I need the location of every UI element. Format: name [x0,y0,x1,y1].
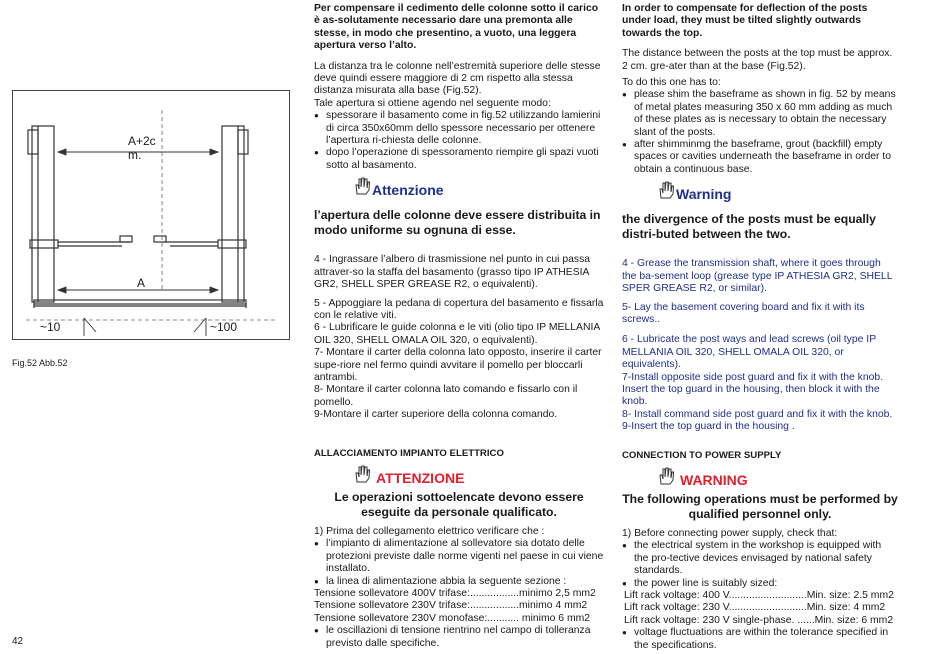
hand-warning-icon [352,464,372,484]
it-bullet-1: ● spessorare il basamento come in fig.52 utilizzando lamierini di circa 350x60mm dello spessore necessario per ottenere l’apertura ri-chiesta delle colonne. [326,110,604,147]
it-warning-1-title: Attenzione [372,181,444,198]
figure-label-left-gap: ~10 [40,320,61,334]
figure-label-bottom: A [137,276,146,290]
en-voltage-2: Lift rack voltage: 230 V...........................Min. size: 4 mm2 [624,602,886,614]
en-p2: To do this one has to: [622,77,721,89]
italian-column [314,3,604,650]
en-electric-bullet-1: ● the electrical system in the workshop is equipped with the pro-tective devices envisaged by national safety standards. [634,540,898,577]
it-step-4: 4 - Ingrassare l’albero di trasmissione nel punto in cui passa attraver-so la staffa del basamento (grasso tipo IP ATHESIA GR2, SHELL SPER GREASE R2, o equivalenti). [314,254,591,291]
english-column [622,3,898,652]
en-warning-2 [656,466,898,486]
figure-caption: Fig.52 Abb.52 [12,358,68,368]
it-electric-1: 1) Prima del collegamento elettrico verificare che : [314,525,545,537]
it-p2: Tale apertura si ottiene agendo nel seguente modo: [314,97,551,109]
it-step-9: 9-Montare il carter superiore della colonna comando. [314,409,558,421]
en-electric-1: 1) Before connecting power supply, check that: [622,527,838,539]
en-bullet-1: ● please shim the baseframe as shown in fig. 52 by means of metal plates measuring 350 x 60 mm adding as much of these plates as is necessary to obtain the necessary slant of the posts. [634,89,898,139]
hand-warning-icon [656,466,676,486]
it-step-8: 8- Montare il carter colonna lato comando e fissarlo con il pomello. [314,384,578,408]
lift-diagram [12,90,290,340]
it-step-6: 6 - Lubrificare le guide colonna e le viti (olio tipo IP MELLANIA OIL 320, SHELL OMALA OIL 320, o equivalenti). [314,322,600,346]
en-section-title: CONNECTION TO POWER SUPPLY [622,449,782,461]
page-number: 42 [12,636,24,647]
it-electric-bullet-2: ● la linea di alimentazione abbia la seguente sezione : [326,576,604,588]
en-step-5: 5- Lay the basement covering board and fix it with its screws.. [622,301,865,325]
it-warning-1 [352,176,604,196]
en-bullet-2: ● after shimminmg the baseframe, grout (backfill) empty spaces or cavities underneath the baseframe in order to obtain a continuous base. [634,139,898,176]
en-warning-2-text: The following operations must be performed by qualified personnel only. [622,491,898,521]
en-warning-1-title: Warning [676,185,732,202]
en-warning-1-text: the divergence of the posts must be equally distri-buted between the two. [622,212,876,242]
it-voltage-1: Tensione sollevatore 400V trifase:.................minimo 2,5 mm2 [314,588,596,599]
it-warning-2 [352,464,604,484]
en-step-4: 4 - Grease the transmission shaft, where it goes through the ba-sement loop (grease type IP ATHESIA GR2, SHELL SPER GREASE R2, or similar). [622,258,893,295]
it-voltage-2: Tensione sollevatore 230V trifase:.................minimo 4 mm2 [314,600,588,612]
figure-label-top [128,134,156,162]
en-intro: In order to compensate for deflection of the posts under load, they must be tilted slightly outwards towards the top. [622,3,868,39]
en-step-8: 8- Install command side post guard and fix it with the knob. [622,408,893,420]
hand-warning-icon [352,176,372,196]
en-step-9: 9-Insert the top guard in the housing . [622,421,795,433]
en-p1: The distance between the posts at the top must be approx. 2 cm. gre-ater than at the base (Fig.52). [622,48,893,72]
en-electric-bullet-2: ● the power line is suitably sized: [634,578,898,590]
it-voltage-3: Tensione sollevatore 230V monofase:........... minimo 6 mm2 [314,612,591,624]
it-warning-1-text: l’apertura delle colonne deve essere distribuita in modo uniforme su ognuna di esse. [314,208,601,238]
figure-label-right-gap: ~100 [210,320,238,334]
it-step-7: 7- Montare il carter della colonna lato opposto, inserire il carter supe-riore nel fermo quindi avvitare il pomello per bloccarli antrambi. [314,347,602,383]
label-top-line1: A+2c [128,134,156,148]
it-electric-bullet-3: ● le oscillazioni di tensione rientrino nel campo di tolleranza previsto dalle specifiche. [326,625,604,650]
it-section-title: ALLACCIAMENTO IMPIANTO ELETTRICO [314,447,504,459]
en-electric-bullet-3: ● voltage fluctuations are within the tolerance specified in the specifications. [634,627,898,652]
it-electric-bullet-1: ● l’impianto di alimentazione al sollevatore sia dotato delle protezioni previste dalle norme vigenti nel paese in cui viene installato. [326,538,604,575]
en-voltage-1: Lift rack voltage: 400 V...........................Min. size: 2.5 mm2 [624,590,894,601]
en-warning-2-title: WARNING [680,471,748,488]
figure-52 [12,90,290,340]
hand-warning-icon [656,180,676,200]
en-warning-1 [656,180,898,200]
it-step-5: 5 - Appoggiare la pedana di copertura del basamento e fissarla con le relative viti. [314,297,604,321]
it-warning-2-title: ATTENZIONE [376,469,465,486]
it-intro: Per compensare il cedimento delle colonne sotto il carico è as-solutamente necessario dare una premonta alle stesse, in modo che presentino, a vuoto, una leggera apertura verso l’alto. [314,3,599,52]
it-warning-2-text: Le operazioni sottoelencate devono essere eseguite da personale qualificato. [334,489,584,519]
en-step-7: 7-Install opposite side post guard and fix it with the knob. Insert the top guard in the housing, then block it with the knob. [622,371,884,408]
label-top-line2: m. [128,148,142,162]
en-voltage-3: Lift rack voltage: 230 V single-phase. ......Min. size: 6 mm2 [624,614,894,626]
it-bullet-2: ● dopo l’operazione di spessoramento riempire gli spazi vuoti sotto al basamento. [326,147,604,172]
en-step-6: 6 - Lubricate the post ways and lead screws (oil type IP MELLANIA OIL 320, SHELL OMALA OIL 320, or equivalents). [622,334,876,371]
it-p1: La distanza tra le colonne nell’estremità superiore delle stesse deve quindi essere maggiore di 2 cm rispetto alla stessa distanza misurata alla base (Fig.52). [314,60,601,97]
